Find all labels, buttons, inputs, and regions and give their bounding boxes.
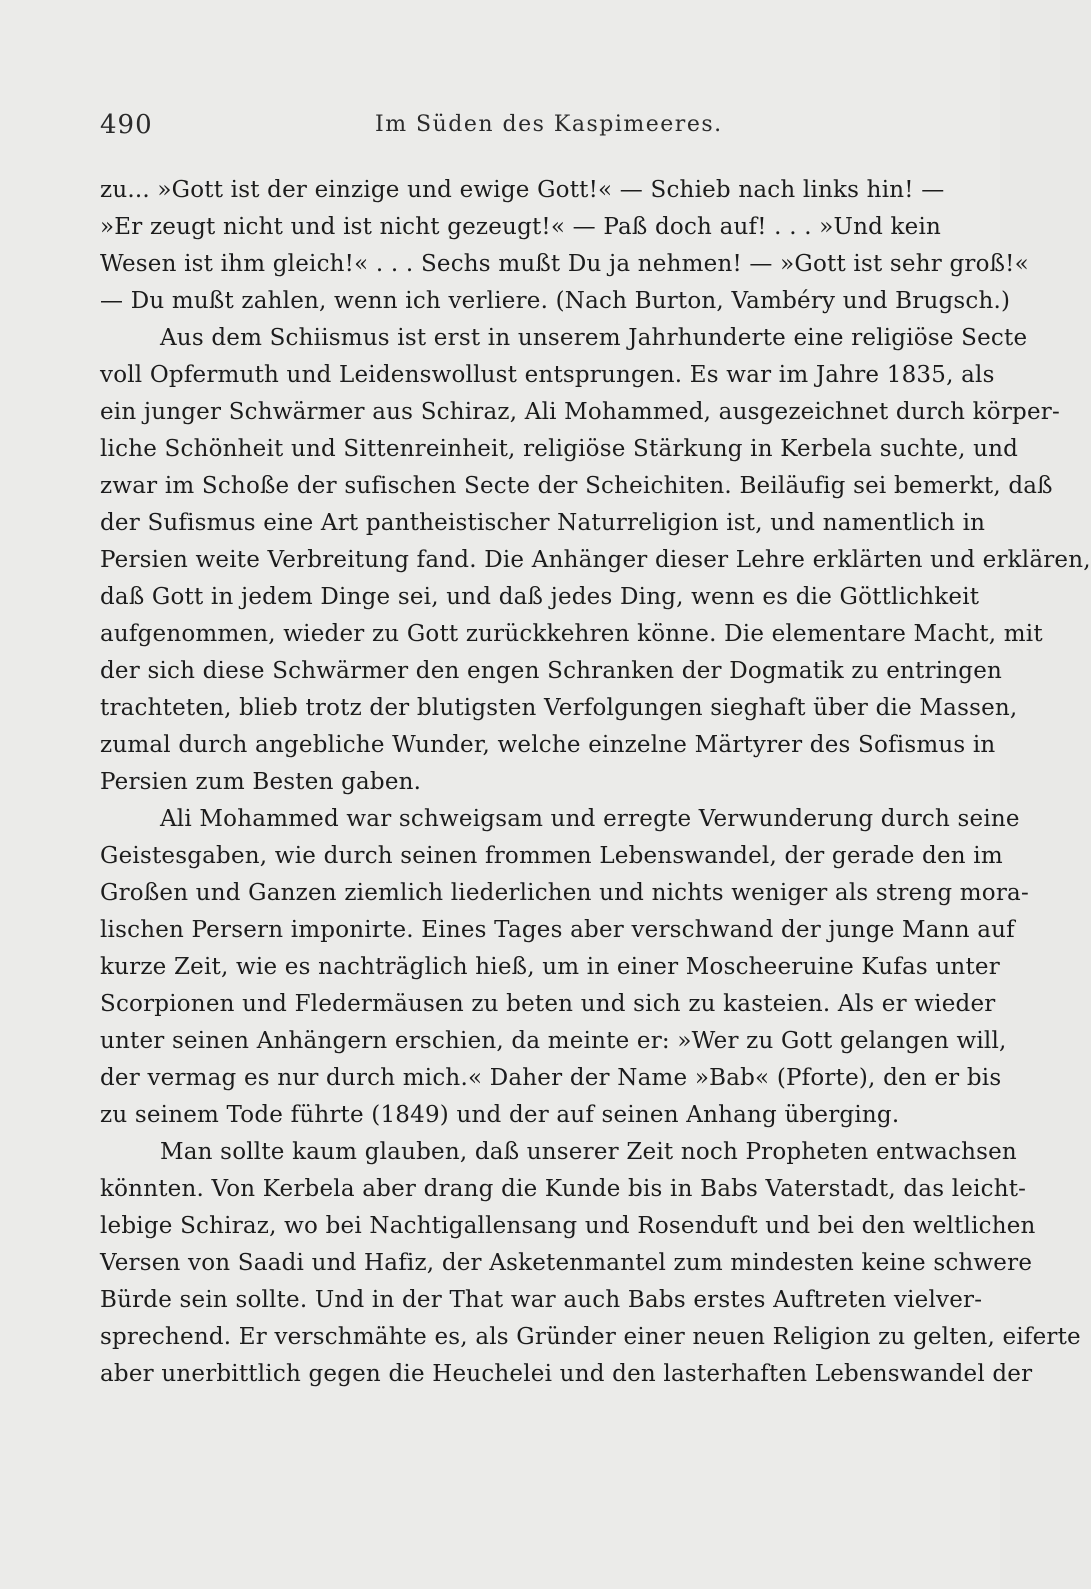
text-line: aufgenommen, wieder zu Gott zurückkehren könne. Die elementare Macht, mit (100, 621, 1043, 647)
text-line: »Er zeugt nicht und ist nicht gezeugt!« — Paß doch auf! . . . »Und kein (100, 214, 942, 240)
text-line: Wesen ist ihm gleich!« . . . Sechs mußt Du ja nehmen! — »Gott ist sehr groß!« (100, 251, 1029, 277)
text-line: liche Schönheit und Sittenreinheit, religiöse Stärkung in Kerbela suchte, und (100, 436, 1019, 462)
text-line: zwar im Schoße der sufischen Secte der Scheichiten. Beiläufig sei bemerkt, daß (100, 473, 1053, 499)
text-line: Versen von Saadi und Hafiz, der Asketenmantel zum mindesten keine schwere (100, 1250, 1033, 1276)
text-line: sprechend. Er verschmähte es, als Gründer einer neuen Religion zu gelten, eiferte (100, 1324, 1081, 1350)
text-line: könnten. Von Kerbela aber drang die Kunde bis in Babs Vaterstadt, das leicht- (100, 1176, 1027, 1202)
text-line: unter seinen Anhängern erschien, da meinte er: »Wer zu Gott gelangen will, (100, 1028, 1007, 1054)
text-line: Geistesgaben, wie durch seinen frommen Lebenswandel, der gerade den im (100, 843, 1003, 869)
text-line: trachteten, blieb trotz der blutigsten Verfolgungen sieghaft über die Massen, (100, 695, 1018, 721)
text-line: Man sollte kaum glauben, daß unserer Zeit noch Propheten entwachsen (160, 1139, 1017, 1165)
text-line: Ali Mohammed war schweigsam und erregte Verwunderung durch seine (160, 806, 1020, 832)
text-line: Bürde sein sollte. Und in der That war auch Babs erstes Auftreten vielver- (100, 1287, 983, 1313)
text-line: zumal durch angebliche Wunder, welche einzelne Märtyrer des Sofismus in (100, 732, 996, 758)
page-number: 490 (100, 110, 153, 140)
paragraph (100, 172, 1029, 320)
text-line: Persien zum Besten gaben. (100, 769, 422, 795)
page-header (100, 110, 920, 146)
text-line: ein junger Schwärmer aus Schiraz, Ali Mohammed, ausgezeichnet durch körper- (100, 399, 1060, 425)
text-line: aber unerbittlich gegen die Heuchelei und den lasterhaften Lebenswandel der (100, 1361, 1033, 1387)
text-line: kurze Zeit, wie es nachträglich hieß, um in einer Moscheeruine Kufas unter (100, 954, 1000, 980)
body-text (100, 172, 1091, 1393)
text-line: — Du mußt zahlen, wenn ich verliere. (Nach Burton, Vambéry und Brugsch.) (100, 288, 1011, 314)
text-line: der sich diese Schwärmer den engen Schranken der Dogmatik zu entringen (100, 658, 1003, 684)
paragraph (100, 801, 1029, 1134)
text-line: daß Gott in jedem Dinge sei, und daß jedes Ding, wenn es die Göttlichkeit (100, 584, 980, 610)
text-line: der vermag es nur durch mich.« Daher der Name »Bab« (Pforte), den er bis (100, 1065, 1002, 1091)
text-line: Aus dem Schiismus ist erst in unserem Jahrhunderte eine religiöse Secte (160, 325, 1028, 351)
text-line: Persien weite Verbreitung fand. Die Anhänger dieser Lehre erklärten und erklären, (100, 547, 1091, 573)
text-line: Scorpionen und Fledermäusen zu beten und sich zu kasteien. Als er wieder (100, 991, 996, 1017)
running-title: Im Süden des Kaspimeeres. (375, 112, 723, 137)
text-line: zu seinem Tode führte (1849) und der auf seinen Anhang überging. (100, 1102, 900, 1128)
text-line: lischen Persern imponirte. Eines Tages aber verschwand der junge Mann auf (100, 917, 1015, 943)
paragraph (100, 1134, 1081, 1393)
text-line: voll Opfermuth und Leidenswollust entsprungen. Es war im Jahre 1835, als (100, 362, 995, 388)
text-line: lebige Schiraz, wo bei Nachtigallensang und Rosenduft und bei den weltlichen (100, 1213, 1036, 1239)
text-line: zu... »Gott ist der einzige und ewige Gott!« — Schieb nach links hin! — (100, 177, 945, 203)
paragraph (100, 320, 1091, 801)
text-line: der Sufismus eine Art pantheistischer Naturreligion ist, und namentlich in (100, 510, 986, 536)
text-line: Großen und Ganzen ziemlich liederlichen und nichts weniger als streng mora- (100, 880, 1029, 906)
